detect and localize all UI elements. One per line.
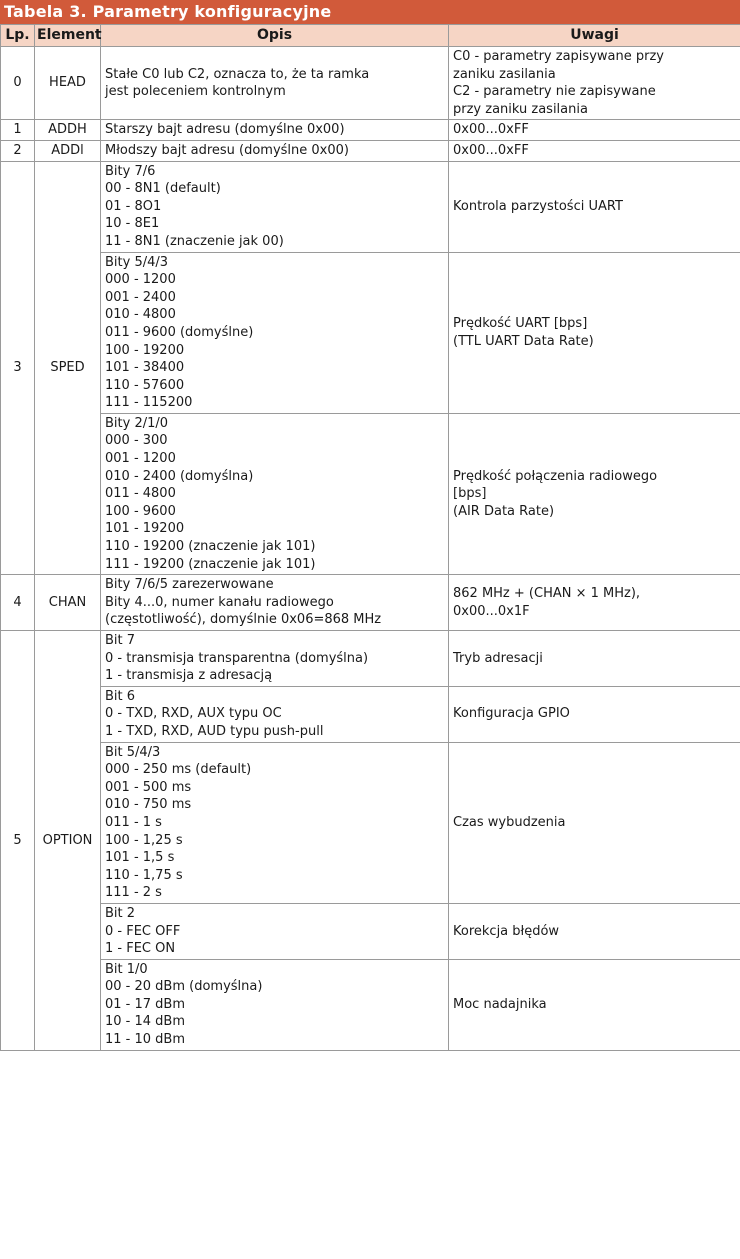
cell-line: Konfiguracja GPIO: [453, 706, 570, 722]
cell-line: 110 - 1,75 s: [105, 867, 183, 883]
cell-line: 111 - 19200 (znaczenie jak 101): [105, 556, 316, 572]
cell-line: Bit 6: [105, 688, 136, 704]
table-row: [1, 120, 740, 141]
cell-line: 000 - 250 ms (default): [105, 762, 252, 778]
cell-line: 101 - 1,5 s: [105, 850, 175, 866]
cell-uwagi: [449, 959, 740, 1050]
cell-uwagi: [449, 47, 740, 120]
cell-line: 0x00...0xFF: [453, 142, 529, 158]
cell-line: Młodszy bajt adresu (domyślne 0x00): [105, 142, 349, 158]
cell-line: Bit 2: [105, 905, 136, 921]
cell-line: 2: [13, 142, 22, 158]
header-row: [1, 25, 740, 47]
cell-line: Bity 5/4/3: [105, 254, 169, 270]
cell-line: 101 - 38400: [105, 360, 185, 376]
cell-lp: [1, 575, 35, 631]
cell-line: 0x00...0x1F: [453, 603, 530, 619]
cell-line: 1 - transmisja z adresacją: [105, 668, 273, 684]
table-title: Tabela 3. Parametry konfiguracyjne: [0, 0, 740, 24]
cell-line: 10 - 8E1: [105, 216, 160, 232]
cell-line: 110 - 57600: [105, 377, 185, 393]
cell-line: przy zaniku zasilania: [453, 101, 588, 117]
cell-line: 100 - 9600: [105, 503, 176, 519]
table-row: [1, 161, 740, 252]
cell-line: 11 - 8N1 (znaczenie jak 00): [105, 233, 284, 249]
cell-opis: [101, 161, 449, 252]
cell-line: CHAN: [48, 594, 87, 610]
cell-line: 10 - 14 dBm: [105, 1014, 186, 1030]
cell-line: 010 - 750 ms: [105, 797, 192, 813]
table-body: [1, 47, 740, 1051]
cell-line: 011 - 9600 (domyślne): [105, 324, 254, 340]
cell-uwagi: [449, 686, 740, 742]
cell-lp: [1, 47, 35, 120]
table-row: [1, 575, 740, 631]
cell-line: Bit 7: [105, 633, 136, 648]
cell-line: 01 - 17 dBm: [105, 996, 186, 1012]
cell-line: C0 - parametry zapisywane przy: [453, 49, 664, 64]
cell-line: 00 - 8N1 (default): [105, 181, 221, 197]
cell-line: 1: [13, 122, 22, 138]
cell-line: 010 - 4800: [105, 307, 176, 323]
cell-line: 010 - 2400 (domyślna): [105, 468, 254, 484]
header-uwagi: Uwagi: [449, 25, 740, 47]
table-row: [1, 631, 740, 687]
cell-line: (AIR Data Rate): [453, 503, 555, 519]
cell-line: Starszy bajt adresu (domyślne 0x00): [105, 122, 345, 138]
cell-line: Moc nadajnika: [453, 996, 547, 1012]
cell-lp: [1, 161, 35, 575]
cell-line: 1 - TXD, RXD, AUD typu push-pull: [105, 723, 324, 739]
cell-uwagi: [449, 742, 740, 903]
cell-line: (TTL UART Data Rate): [453, 333, 594, 349]
cell-line: 000 - 300: [105, 433, 168, 449]
cell-lp: [1, 140, 35, 161]
cell-lp: [1, 120, 35, 141]
table-row: [1, 413, 740, 574]
cell-opis: [101, 47, 449, 120]
cell-opis: [101, 140, 449, 161]
cell-line: 0 - TXD, RXD, AUX typu OC: [105, 706, 282, 722]
cell-line: 0x00...0xFF: [453, 122, 529, 138]
cell-uwagi: [449, 252, 740, 413]
cell-opis: [101, 903, 449, 959]
cell-opis: [101, 742, 449, 903]
cell-element: [35, 575, 101, 631]
cell-opis: [101, 631, 449, 687]
cell-line: 0 - FEC OFF: [105, 923, 181, 939]
cell-opis: [101, 575, 449, 631]
table-row: [1, 742, 740, 903]
cell-line: Tryb adresacji: [453, 650, 543, 666]
cell-line: 00 - 20 dBm (domyślna): [105, 979, 263, 995]
cell-line: 1 - FEC ON: [105, 941, 176, 957]
cell-line: HEAD: [49, 75, 86, 91]
cell-line: C2 - parametry nie zapisywane: [453, 84, 656, 100]
cell-line: 0 - transmisja transparentna (domyślna): [105, 650, 369, 666]
cell-opis: [101, 686, 449, 742]
cell-uwagi: [449, 120, 740, 141]
cell-line: 011 - 4800: [105, 486, 176, 502]
cell-line: Stałe C0 lub C2, oznacza to, że ta ramka: [105, 66, 370, 82]
cell-line: 4: [13, 594, 22, 610]
cell-line: Prędkość UART [bps]: [453, 316, 588, 332]
cell-opis: [101, 252, 449, 413]
cell-line: 862 MHz + (CHAN × 1 MHz),: [453, 586, 641, 602]
table-row: [1, 686, 740, 742]
cell-line: 001 - 1200: [105, 451, 176, 467]
cell-element: [35, 47, 101, 120]
cell-opis: [101, 959, 449, 1050]
cell-opis: [101, 413, 449, 574]
cell-line: 110 - 19200 (znaczenie jak 101): [105, 539, 316, 555]
cell-line: Bity 4...0, numer kanału radiowego: [105, 594, 334, 610]
cell-line: 100 - 19200: [105, 342, 185, 358]
cell-line: (częstotliwość), domyślnie 0x06=868 MHz: [105, 612, 382, 628]
cell-line: Korekcja błędów: [453, 923, 560, 939]
cell-line: zaniku zasilania: [453, 66, 556, 82]
cell-element: [35, 631, 101, 1051]
table-row: [1, 252, 740, 413]
cell-line: 111 - 115200: [105, 395, 193, 411]
cell-line: Bity 7/6: [105, 163, 156, 179]
cell-line: Bity 2/1/0: [105, 415, 169, 431]
cell-line: [bps]: [453, 486, 487, 502]
header-lp: Lp.: [1, 25, 35, 47]
cell-line: Kontrola parzystości UART: [453, 198, 623, 214]
cell-line: ADDl: [51, 142, 84, 158]
cell-line: 111 - 2 s: [105, 885, 162, 901]
cell-uwagi: [449, 413, 740, 574]
cell-opis: [101, 120, 449, 141]
table-row: [1, 959, 740, 1050]
cell-line: Bity 7/6/5 zarezerwowane: [105, 577, 274, 593]
cell-line: 001 - 2400: [105, 289, 176, 305]
cell-line: 0: [13, 75, 22, 91]
cell-uwagi: [449, 161, 740, 252]
cell-uwagi: [449, 631, 740, 687]
cell-line: Prędkość połączenia radiowego: [453, 468, 658, 484]
cell-line: ADDH: [48, 122, 87, 138]
cell-line: 11 - 10 dBm: [105, 1032, 186, 1048]
cell-line: 101 - 19200: [105, 521, 185, 537]
config-table: [0, 24, 740, 1051]
cell-line: 100 - 1,25 s: [105, 832, 183, 848]
cell-element: [35, 161, 101, 575]
cell-line: 3: [13, 360, 22, 376]
cell-line: Bit 1/0: [105, 961, 148, 977]
cell-line: 5: [13, 832, 22, 848]
cell-uwagi: [449, 575, 740, 631]
cell-line: 001 - 500 ms: [105, 779, 192, 795]
cell-line: 01 - 8O1: [105, 198, 162, 214]
cell-line: SPED: [50, 360, 85, 376]
cell-line: Czas wybudzenia: [453, 814, 566, 830]
header-opis: Opis: [101, 25, 449, 47]
cell-line: 011 - 1 s: [105, 814, 162, 830]
header-element: Element: [35, 25, 101, 47]
cell-line: Bit 5/4/3: [105, 744, 161, 760]
cell-element: [35, 140, 101, 161]
table-row: [1, 47, 740, 120]
cell-uwagi: [449, 140, 740, 161]
cell-line: jest poleceniem kontrolnym: [105, 84, 286, 100]
cell-uwagi: [449, 903, 740, 959]
cell-element: [35, 120, 101, 141]
cell-line: 000 - 1200: [105, 272, 176, 288]
cell-line: OPTION: [42, 832, 93, 848]
cell-lp: [1, 631, 35, 1051]
table-row: [1, 903, 740, 959]
table-row: [1, 140, 740, 161]
